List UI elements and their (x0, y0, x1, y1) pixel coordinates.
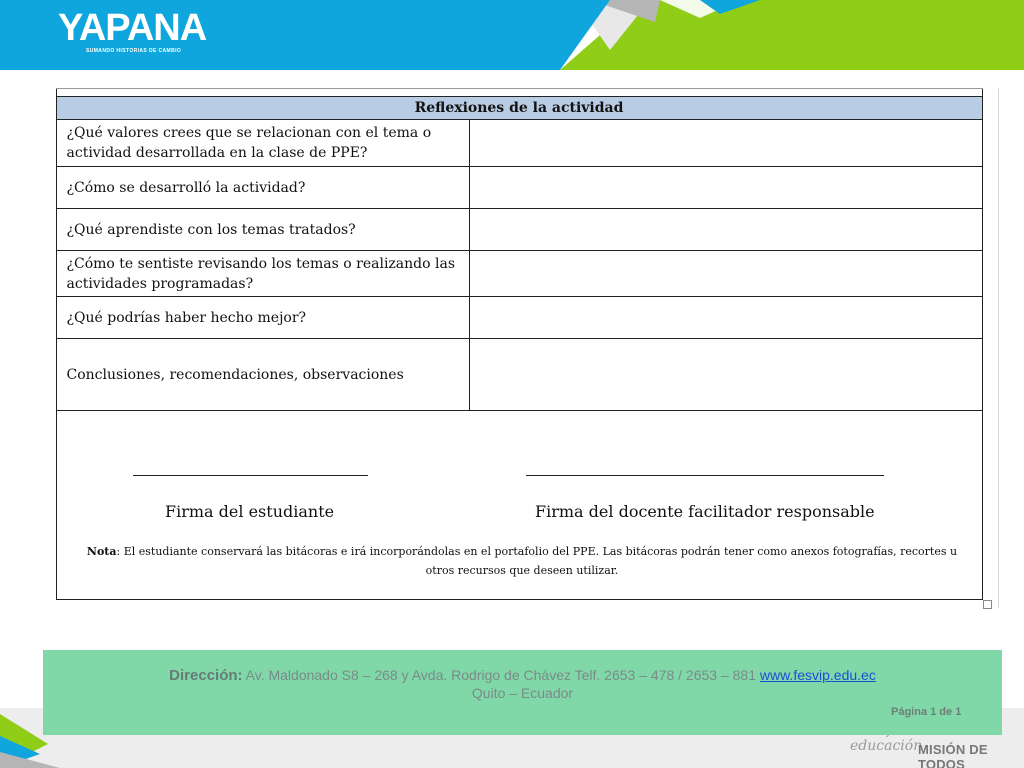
answer-cell[interactable] (470, 297, 982, 339)
page-prefix: Página (891, 706, 931, 718)
nota-body: : El estudiante conservará las bitácoras e irá incorporándolas en el portafolio del PPE. Las bitácoras podrán tener como anexos fotografías, recortes u otros recursos que deseen utilizar. (116, 545, 958, 577)
website-link[interactable]: www.fesvip.edu.ec (759, 667, 876, 683)
answer-cell[interactable] (470, 120, 982, 167)
question-cell: ¿Cómo te sentiste revisando los temas o realizando las actividades programadas? (56, 251, 470, 297)
question-cell: ¿Qué valores crees que se relacionan con el tema o actividad desarrollada en la clase de PPE? (56, 120, 470, 167)
reflection-table (56, 96, 983, 411)
student-signature-label: Firma del estudiante (165, 502, 335, 521)
address-label: Dirección: (169, 667, 243, 684)
question-cell: ¿Qué aprendiste con los temas tratados? (56, 209, 470, 251)
address-text: Av. Maldonado S8 – 268 y Avda. Rodrigo de Chávez Telf. 2653 – 478 / 2653 – 881 (242, 667, 760, 683)
student-signature-line (133, 475, 368, 476)
document-sheet (56, 88, 983, 600)
table-title: Reflexiones de la actividad (56, 97, 982, 120)
table-row (56, 209, 982, 251)
page-current: 1 (930, 706, 937, 718)
nota-label: Nota (86, 545, 117, 558)
teacher-signature-label: Firma del docente facilitador responsable (535, 502, 875, 521)
table-row (56, 297, 982, 339)
page-edge (998, 88, 999, 608)
table-row (56, 167, 982, 209)
address-box (43, 650, 1002, 735)
page-of: de (936, 706, 956, 718)
address-line-2: Quito – Ecuador (471, 685, 574, 701)
question-cell: Conclusiones, recomendaciones, observaciones (56, 339, 470, 411)
footer-mision: MISIÓN DE TODOS (918, 742, 988, 768)
nota-text (77, 542, 967, 580)
header-banner (0, 0, 1024, 70)
answer-cell[interactable] (470, 167, 982, 209)
page-indicator (891, 706, 961, 718)
yapana-logo (58, 8, 206, 54)
anchor-checkbox[interactable] (983, 600, 992, 609)
logo-text: YAPANA (58, 7, 207, 49)
question-cell: ¿Cómo se desarrolló la actividad? (56, 167, 470, 209)
teacher-signature-line (526, 475, 884, 476)
sheet-top-line (56, 88, 983, 89)
table-row (56, 120, 982, 167)
table-row (56, 339, 982, 411)
answer-cell[interactable] (470, 209, 982, 251)
question-cell: ¿Qué podrías haber hecho mejor? (56, 297, 470, 339)
page-total: 1 (955, 706, 962, 718)
answer-cell[interactable] (470, 251, 982, 297)
address-line-1 (43, 667, 1002, 684)
logo-tagline: SUMANDO HISTORIAS DE CAMBIO (86, 48, 182, 54)
answer-cell[interactable] (470, 339, 982, 411)
table-row (56, 251, 982, 297)
footer-slogan: educación (850, 738, 923, 754)
